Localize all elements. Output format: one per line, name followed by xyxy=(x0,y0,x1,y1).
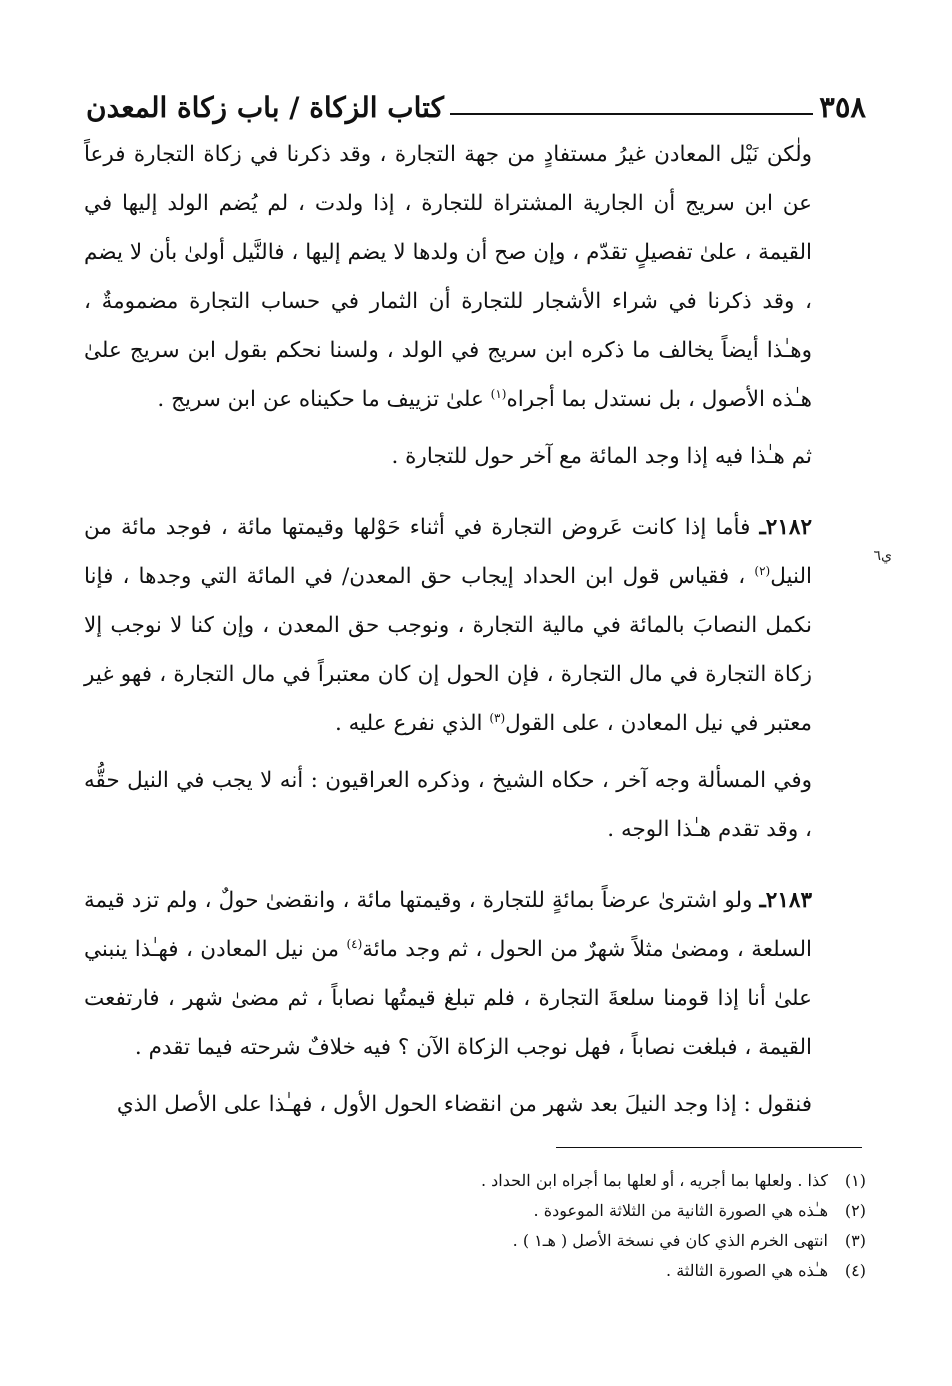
header-rule xyxy=(450,113,813,115)
paragraph-1-text: ولٰكن نَيْل المعادن غيرُ مستفادٍ من جهة التجارة ، وقد ذكرنا في زكاة التجارة فرعاً عن ابن سريج أن الجارية المشتراة للتجارة ، إذا ولدت ، لم يُضم الولد إليها في القيمة ، علىٰ تفصيلٍ تقدّم ، وإن صح أن ولدها لا يضم إليها ، فالنَّيل أولىٰ بأن لا يضم ، وقد ذكرنا في شراء الأشجار للتجارة أن الثمار في حساب التجارة مضمومةٌ ، وهـٰذا أيضاً يخالف ما ذكره ابن سريج في الولد ، ولسنا نحكم بقول ابن سريج علىٰ هـٰذه الأصول ، بل نستدل بما أجراه xyxy=(84,142,812,412)
footnote-1 xyxy=(150,1166,866,1196)
paragraph-6: فنقول : إذا وجد النيلَ بعد شهر من انقضاء الحول الأول ، فهـٰذا على الأصل الذي xyxy=(116,1092,812,1117)
footnote-4 xyxy=(150,1256,866,1286)
footnote-separator xyxy=(556,1147,862,1148)
footnote-text: انتهى الخرم الذي كان في نسخة الأصل ( هـ١ ) . xyxy=(512,1231,828,1250)
footnote-2 xyxy=(150,1196,866,1226)
running-title: كتاب الزكاة / باب زكاة المعدن xyxy=(86,91,444,124)
footnote-ref-4: (٤) xyxy=(346,936,363,951)
issue-number-2182: ٢١٨٢ـ xyxy=(759,515,812,540)
footnote-number: (٣) xyxy=(844,1231,866,1250)
footnote-number: (١) xyxy=(844,1171,866,1190)
footnote-ref-1: (١) xyxy=(490,386,507,401)
paragraph-2183 xyxy=(84,876,868,1072)
paragraph-1 xyxy=(84,130,868,424)
footnotes xyxy=(150,1166,866,1286)
page-header xyxy=(86,78,866,122)
footnote-text: هـٰذه هي الصورة الثانية من الثلاثة الموعودة . xyxy=(533,1201,828,1220)
footnote-text: كذا . ولعلها بما أجريه ، أو لعلها بما أجراه ابن الحداد . xyxy=(480,1171,828,1190)
paragraph-1-end: علىٰ تزييف ما حكيناه عن ابن سريج . xyxy=(157,387,491,412)
main-text xyxy=(84,130,868,1129)
paragraph-2183-part-b: من نيل المعادن ، فهـٰذا ينبني علىٰ أنا إذا قومنا سلعةَ التجارة ، فلم تبلغ قيمتُها نصاباً ، ثم مضىٰ شهر ، فارتفعت القيمة ، فبلغت نصاباً ، فهل نوجب الزكاة الآن ؟ فيه خلافٌ شرحته فيما تقدم . xyxy=(84,937,812,1060)
paragraph-2182-part-c: الذي نفرع عليه . xyxy=(334,711,490,736)
paragraph-2182-part-b: ، فقياس قول ابن الحداد إيجاب حق المعدن/ في المائة التي وجدها ، فإنا نكمل النصابَ بالمائة في مالية التجارة ، ونوجب حق المعدن ، وإن كنا لا نوجب إلا زكاة التجارة في مال التجارة ، فإن الحول إن كان معتبراً في مال التجارة ، فهو غير معتبر في نيل المعادن ، على القول xyxy=(84,564,812,736)
footnote-number: (٢) xyxy=(844,1201,866,1220)
paragraph-2182-part-a: فأما إذا كانت عَروض التجارة في أثناء حَوْلها وقيمتها مائة ، فوجد مائة من النيل xyxy=(84,515,812,589)
footnote-text: هـٰذه هي الصورة الثالثة . xyxy=(666,1261,828,1280)
margin-folio-note: ي٦ xyxy=(873,548,892,564)
footnote-number: (٤) xyxy=(844,1261,866,1280)
page-number: ٣٥٨ xyxy=(819,90,866,124)
paragraph-2: ثم هـٰذا فيه إذا وجد المائة مع آخر حول للتجارة . xyxy=(391,444,812,469)
paragraph-4: وفي المسألة وجه آخر ، حكاه الشيخ ، وذكره العراقيون : أنه لا يجب في النيل حقُّه ، وقد تقدم هـٰذا الوجه . xyxy=(84,768,812,842)
footnote-ref-3: (٣) xyxy=(489,710,506,725)
footnote-3 xyxy=(150,1226,866,1256)
issue-number-2183: ٢١٨٣ـ xyxy=(759,888,812,913)
paragraph-2183-part-a: ولو اشترىٰ عرضاً بمائةٍ للتجارة ، وقيمتها مائة ، وانقضىٰ حولٌ ، ولم تزد قيمة السلعة ، ومضىٰ مثلاً شهرٌ من الحول ، ثم وجد مائة xyxy=(84,888,812,962)
footnote-ref-2: (٢) xyxy=(754,563,771,578)
paragraph-2182 xyxy=(84,503,868,748)
